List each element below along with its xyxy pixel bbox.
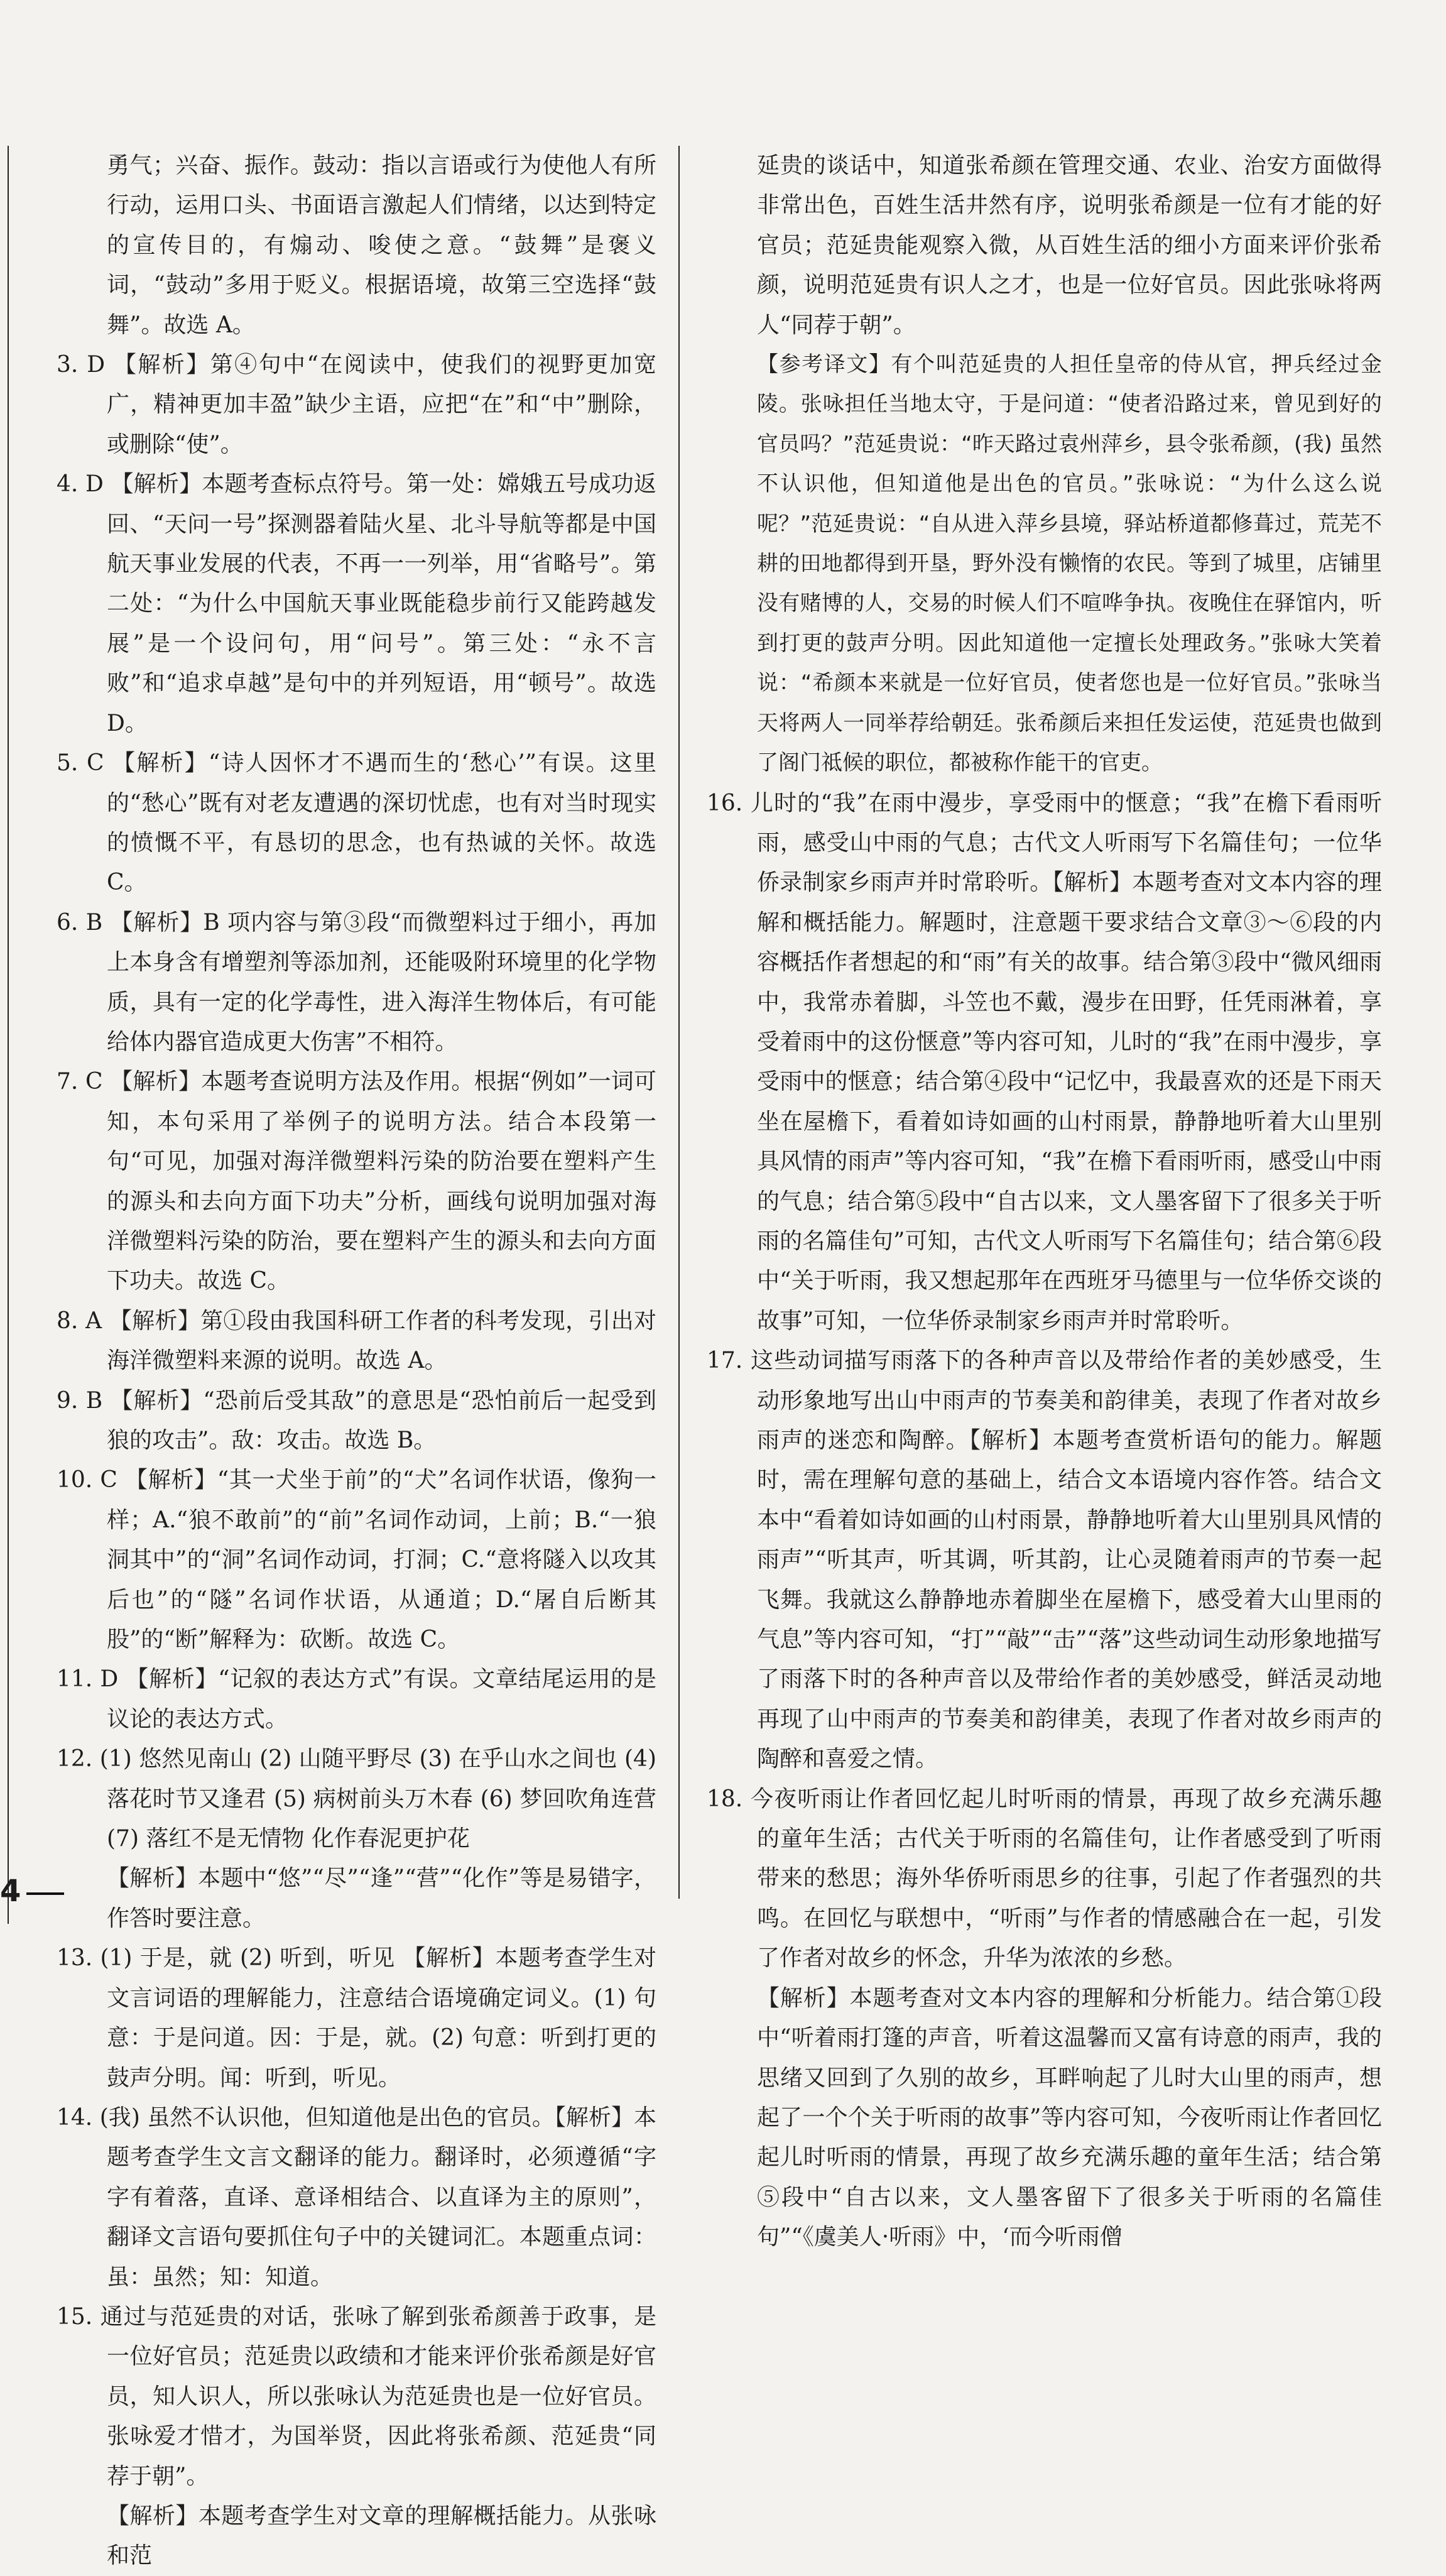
answer-4: 4. D 【解析】本题考查标点符号。第一处：嫦娥五号成功返回、“天问一号”探测器着陆火星、北斗导航等都是中国航天事业发展的代表，不再一一列举，用“省略号”。第二处：“为什么中国航天事业既能稳步前行又能跨越发展”是一个设问句，用“问号”。第三处：“永不言败”和“追求卓越”是句中的并列短语，用“顿号”。故选 D。 [57,471,656,736]
left-column [57,146,656,2576]
answer-11: 11. D 【解析】“记叙的表达方式”有误。文章结尾运用的是议论的表达方式。 [57,1666,656,1732]
answer-9: 9. B 【解析】“恐前后受其敌”的意思是“恐怕前后一起受到狼的攻击”。敌：攻击。故选 B。 [57,1387,656,1453]
analysis-15-continued: 延贵的谈话中，知道张希颜在管理交通、农业、治安方面做得非常出色，百姓生活井然有序，说明张希颜是一位有才能的好官员；范延贵能观察入微，从百姓生活的细小方面来评价张希颜，说明范延贵有识人之才，也是一位好官员。因此张咏将两人“同荐于朝”。 [757,153,1382,338]
answer-14: 14. (我) 虽然不认识他，但知道他是出色的官员。【解析】本题考查学生文言文翻译的能力。翻译时，必须遵循“字字有着落，直译、意译相结合、以直译为主的原则”，翻译文言语句要抓住句子中的关键词汇。本题重点词：虽：虽然；知：知道。 [57,2104,656,2290]
page-number-dash [26,1892,64,1895]
analysis-15: 【解析】本题考查学生对文章的理解概括能力。从张咏和范 [107,2502,656,2569]
column-divider [678,146,680,1899]
binding-margin-line [8,146,9,1924]
analysis-18: 【解析】本题考查对文本内容的理解和分析能力。结合第①段中“听着雨打篷的声音，听着这温馨而又富有诗意的雨声，我的思绪又回到了久别的故乡，耳畔响起了儿时大山里的雨声，想起了一个个关于听雨的故事”等内容可知，今夜听雨让作者回忆起儿时听雨的情景，再现了故乡充满乐趣的童年生活；结合第⑤段中“自古以来，文人墨客留下了很多关于听雨的名篇佳句”“《虞美人·听雨》中，‘而今听雨僧 [757,1985,1382,2251]
answer-3: 3. D 【解析】第④句中“在阅读中，使我们的视野更加宽广，精神更加丰盈”缺少主语，应把“在”和“中”删除，或删除“使”。 [57,352,656,457]
answer-8: 8. A 【解析】第①段由我国科研工作者的科考发现，引出对海洋微塑料来源的说明。故选 A。 [57,1307,656,1374]
paragraph: 勇气；兴奋、振作。鼓动：指以言语或行为使他人有所行动，运用口头、书面语言激起人们情绪，以达到特定的宣传目的，有煽动、唆使之意。“鼓舞”是褒义词，“鼓动”多用于贬义。根据语境，故第三空选择“鼓舞”。故选 A。 [107,153,656,338]
answer-6: 6. B 【解析】B 项内容与第③段“而微塑料过于细小，再加上本身含有增塑剂等添加剂，还能吸附环境里的化学物质，具有一定的化学毒性，进入海洋生物体后，有可能给体内器官造成更大伤害”不相符。 [57,909,656,1055]
right-column [707,146,1382,2257]
reference-translation: 【参考译文】有个叫范延贵的人担任皇帝的侍从官，押兵经过金陵。张咏担任当地太守，于是问道：“使者沿路过来，曾见到好的官员吗？”范延贵说：“昨天路过袁州萍乡，县令张希颜，(我) 虽然不认识他，但知道他是出色的官员。”张咏说：“为什么这么说呢？”范延贵说：“自从进入萍乡县境，驿站桥道都修葺过，荒芜不耕的田地都得到开垦，野外没有懒惰的农民。等到了城里，店铺里没有赌博的人，交易的时候人们不喧哗争执。夜晚住在驿馆内，听到打更的鼓声分明。因此知道他一定擅长处理政务。”张咏大笑着说：“希颜本来就是一位好官员，使者您也是一位好官员。”张咏当天将两人一同举荐给朝廷。张希颜后来担任发运使，范延贵也做到了阁门祗候的职位，都被称作能干的官吏。 [757,352,1382,776]
answer-16: 16. 儿时的“我”在雨中漫步，享受雨中的惬意；“我”在檐下看雨听雨，感受山中雨的气息；古代文人听雨写下名篇佳句；一位华侨录制家乡雨声并时常聆听。【解析】本题考查对文本内容的理解和概括能力。解题时，注意题干要求结合文章③～⑥段的内容概括作者想起的和“雨”有关的故事。结合第③段中“微风细雨中，我常赤着脚，斗笠也不戴，漫步在田野，任凭雨淋着，享受着雨中的这份惬意”等内容可知，儿时的“我”在雨中漫步，享受雨中的惬意；结合第④段中“记忆中，我最喜欢的还是下雨天坐在屋檐下，看着如诗如画的山村雨景，静静地听着大山里别具风情的雨声”等内容可知，“我”在檐下看雨听雨，感受山中雨的气息；结合第⑤段中“自古以来，文人墨客留下了很多关于听雨的名篇佳句”可知，古代文人听雨写下名篇佳句；结合第⑥段中“关于听雨，我又想起那年在西班牙马德里与一位华侨交谈的故事”可知，一位华侨录制家乡雨声并时常聆听。 [707,790,1382,1334]
answer-5: 5. C 【解析】“诗人因怀才不遇而生的‘愁心’”有误。这里的“愁心”既有对老友遭遇的深切忧虑，也有对当时现实的愤慨不平，有恳切的思念，也有热诚的关怀。故选 C。 [57,750,656,896]
answer-10: 10. C 【解析】“其一犬坐于前”的“犬”名词作状语，像狗一样；A.“狼不敢前”的“前”名词作动词，上前；B.“一狼洞其中”的“洞”名词作动词，打洞；C.“意将隧入以攻其后也”的“隧”名词作状语，从通道；D.“屠自后断其股”的“断”解释为：砍断。故选 C。 [57,1467,656,1653]
answer-17: 17. 这些动词描写雨落下的各种声音以及带给作者的美妙感受，生动形象地写出山中雨声的节奏美和韵律美，表现了作者对故乡雨声的迷恋和陶醉。【解析】本题考查赏析语句的能力。解题时，需在理解句意的基础上，结合文本语境内容作答。结合文本中“看着如诗如画的山村雨景，静静地听着大山里别具风情的雨声”“听其声，听其调，听其韵，让心灵随着雨声的节奏一起飞舞。我就这么静静地赤着脚坐在屋檐下，感受着大山里雨的气息”等内容可知，“打”“敲”“击”“落”这些动词生动形象地描写了雨落下时的各种声音以及带给作者的美妙感受，鲜活灵动地再现了山中雨声的节奏美和韵律美，表现了作者对故乡雨声的陶醉和喜爱之情。 [707,1348,1382,1772]
answer-15: 15. 通过与范延贵的对话，张咏了解到张希颜善于政事，是一位好官员；范延贵以政绩和才能来评价张希颜是好官员，知人识人，所以张咏认为范延贵也是一位好官员。张咏爱才惜才，为国举贤，因此将张希颜、范延贵“同荐于朝”。 [57,2303,656,2489]
answer-12: 12. (1) 悠然见南山 (2) 山随平野尽 (3) 在乎山水之间也 (4) 落花时节又逢君 (5) 病树前头万木春 (6) 梦回吹角连营 (7) 落红不是无情物 化作春泥更护花 [57,1746,656,1852]
answer-7: 7. C 【解析】本题考查说明方法及作用。根据“例如”一词可知，本句采用了举例子的说明方法。结合本段第一句“可见，加强对海洋微塑料污染的防治要在塑料产生的源头和去向方面下功夫”分析，画线句说明加强对海洋微塑料污染的防治，要在塑料产生的源头和去向方面下功夫。故选 C。 [57,1069,656,1294]
answer-13: 13. (1) 于是，就 (2) 听到，听见 【解析】本题考查学生对文言词语的理解能力，注意结合语境确定词义。(1) 句意：于是问道。因：于是，就。(2) 句意：听到打更的鼓声分明。闻：听到，听见。 [57,1945,656,2091]
analysis-12: 【解析】本题中“悠”“尽”“逢”“营”“化作”等是易错字，作答时要注意。 [107,1865,656,1931]
page-number: 4 [0,1874,21,1909]
answer-18: 18. 今夜听雨让作者回忆起儿时听雨的情景，再现了故乡充满乐趣的童年生活；古代关于听雨的名篇佳句，让作者感受到了听雨带来的愁思；海外华侨听雨思乡的往事，引起了作者强烈的共鸣。在回忆与联想中，“听雨”与作者的情感融合在一起，引发了作者对故乡的怀念，升华为浓浓的乡愁。 [707,1786,1382,1972]
